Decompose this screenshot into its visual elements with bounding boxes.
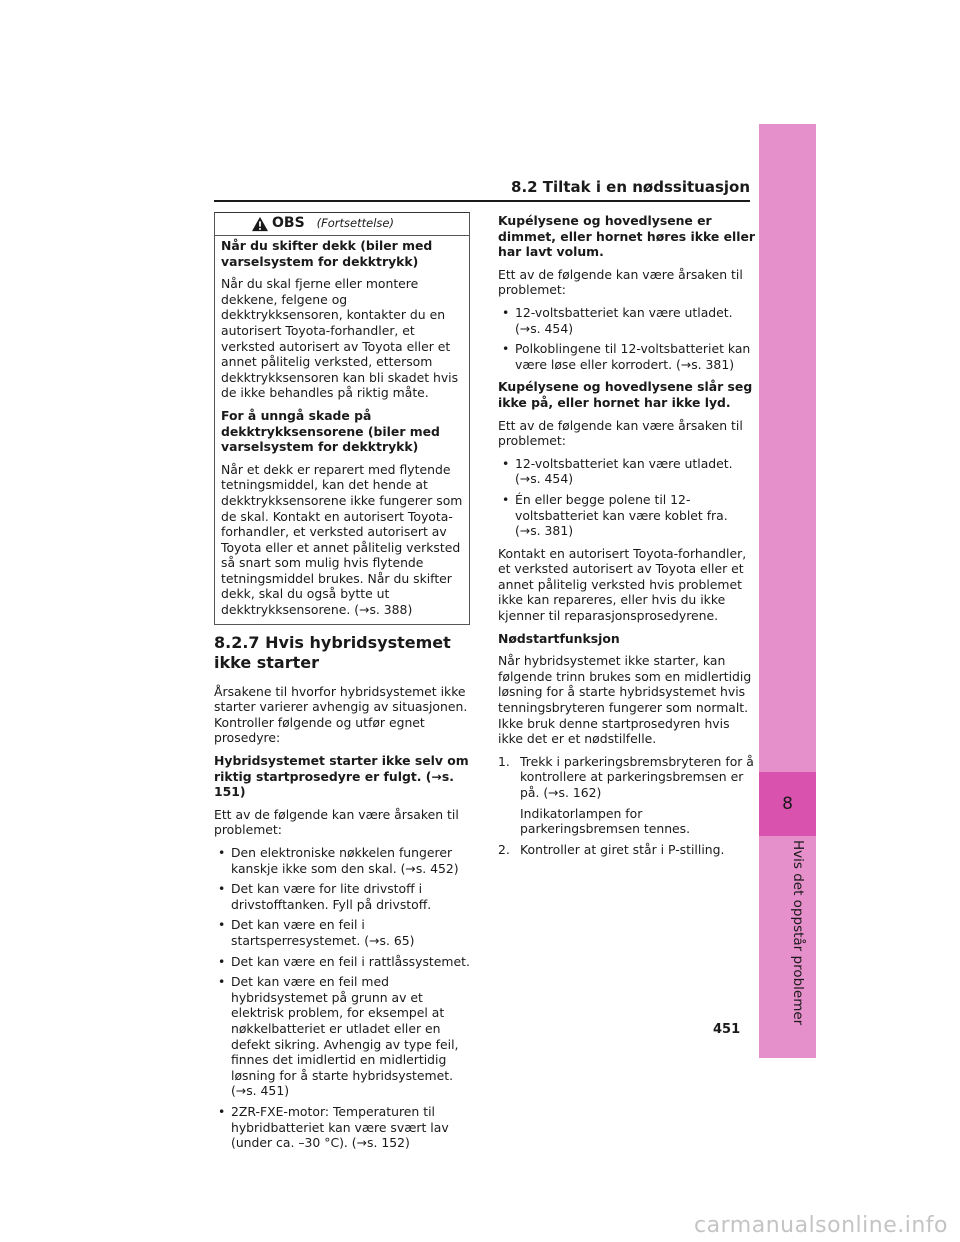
caution-text-1: Når du skal fjerne eller montere dekkene, felgene og dekktrykksensoren, kontakter du en autorisert Toyota-forhandler, et verksted autorisert av Toyota eller et annet pålitelig verksted, ettersom dekktrykksensoren kan bli skadet hvis de ikke behandles på riktig måte. — [221, 276, 459, 401]
caution-heading-2: For å unngå skade på dekktrykksensorene (biler med varselsystem for dekktrykk) — [221, 407, 440, 455]
case3-list — [498, 456, 756, 539]
caution-separator — [215, 235, 469, 236]
chapter-title-vertical: Hvis det oppstår problemer — [790, 840, 806, 1026]
case3-lead: Ett av de følgende kan være årsaken til problemet: — [498, 417, 743, 449]
header-rule — [214, 200, 750, 202]
step-number: 1. — [498, 753, 510, 769]
section-intro: Årsakene til hvorfor hybridsystemet ikke starter varierer avhengig av situasjonen. Kontroller følgende og utfør egnet prosedyre: — [214, 683, 468, 746]
case1-lead: Ett av de følgende kan være årsaken til problemet: — [214, 806, 459, 838]
list-item: • Det kan være for lite drivstoff i drivstofftanken. Fyll på drivstoff. — [214, 881, 470, 912]
emergency-steps — [498, 754, 756, 858]
section-title: 8.2.7 Hvis hybridsystemet ikke starter — [214, 632, 451, 672]
emergency-heading: Nødstartfunksjon — [498, 630, 620, 646]
list-item: • Én eller begge polene til 12-voltsbatteriet kan være koblet fra. (→s. 381) — [498, 492, 756, 539]
case2-heading: Kupélysene og hovedlysene er dimmet, eller hornet høres ikke eller har lavt volum. — [498, 213, 755, 260]
caution-text-2: Når et dekk er reparert med flytende tetningsmiddel, kan det hende at dekktrykksensorene ikke fungerer som de skal. Kontakt en autorisert Toyota-forhandler, et verksted autorisert av Toyota eller et annet pålitelig verksted så snart som mulig hvis flytende tetningsmiddel brukes. Når du skifter dekk, skal du også bytte ut dekktrykksensorene. (→s. 388) — [221, 461, 463, 618]
running-header: 8.2 Tiltak i en nødssituasjon — [511, 178, 750, 196]
case1-heading: Hybridsystemet starter ikke selv om riktig startprosedyre er fulgt. (→s. 151) — [214, 753, 469, 800]
case1-list — [214, 845, 470, 1151]
list-item: • 2ZR-FXE-motor: Temperaturen til hybridbatteriet kan være svært lav (under ca. –30 °C). (→s. 152) — [214, 1104, 470, 1151]
continued-label: (Fortsettelse) — [316, 216, 394, 231]
step-item — [498, 842, 756, 858]
watermark: carmanualsonline.info — [694, 1213, 948, 1238]
case3-heading: Kupélysene og hovedlysene slår seg ikke på, eller hornet har ikke lyd. — [498, 379, 753, 410]
list-item: • Det kan være en feil i startsperresystemet. (→s. 65) — [214, 917, 470, 948]
list-item: • Det kan være en feil med hybridsystemet på grunn av et elektrisk problem, for eksempel at nøkkelbatteriet er utladet eller en defekt sikring. Avhengig av type feil, finnes det imidlertid en midlertidig løsning for å starte hybridsystemet. (→s. 451) — [214, 974, 470, 1099]
left-column — [214, 212, 470, 1158]
step-subtext: Indikatorlampen for parkeringsbremsen tennes. — [520, 805, 691, 837]
case2-lead: Ett av de følgende kan være årsaken til problemet: — [498, 266, 743, 298]
step-item — [498, 754, 756, 837]
step-text: Kontroller at giret står i P-stilling. — [520, 841, 725, 857]
contact-paragraph: Kontakt en autorisert Toyota-forhandler, et verksted autorisert av Toyota eller et annet pålitelig verksted hvis problemet ikke kan repareres, eller hvis du ikke kjenner til reparasjonsprosedyrene. — [498, 545, 747, 624]
list-item: • Det kan være en feil i rattlåssystemet. — [214, 954, 470, 970]
case2-list — [498, 305, 756, 372]
step-text: Trekk i parkeringsbremsbryteren for å kontrollere at parkeringsbremsen er på. (→s. 162) — [520, 753, 754, 800]
list-item: • Polkoblingene til 12-voltsbatteriet kan være løse eller korrodert. (→s. 381) — [498, 341, 756, 372]
step-number: 2. — [498, 841, 510, 857]
caution-label: OBS — [272, 215, 305, 232]
emergency-text: Når hybridsystemet ikke starter, kan følgende trinn brukes som en midlertidig løsning for å starte hybridsystemet hvis tenningsbryteren fungerer som normalt. Ikke bruk denne startprosedyren hvis ikke det er et nødstilfelle. — [498, 653, 752, 747]
chapter-number: 8 — [759, 772, 816, 836]
caution-header — [251, 213, 463, 235]
list-item: • 12-voltsbatteriet kan være utladet. (→s. 454) — [498, 305, 756, 336]
warning-triangle-icon — [251, 216, 269, 232]
right-column — [498, 213, 756, 862]
list-item: • Den elektroniske nøkkelen fungerer kanskje ikke som den skal. (→s. 452) — [214, 845, 470, 876]
list-item: • 12-voltsbatteriet kan være utladet. (→s. 454) — [498, 456, 756, 487]
caution-heading-1: Når du skifter dekk (biler med varselsystem for dekktrykk) — [221, 238, 433, 269]
page-number: 451 — [713, 1022, 741, 1037]
caution-box — [214, 212, 470, 625]
